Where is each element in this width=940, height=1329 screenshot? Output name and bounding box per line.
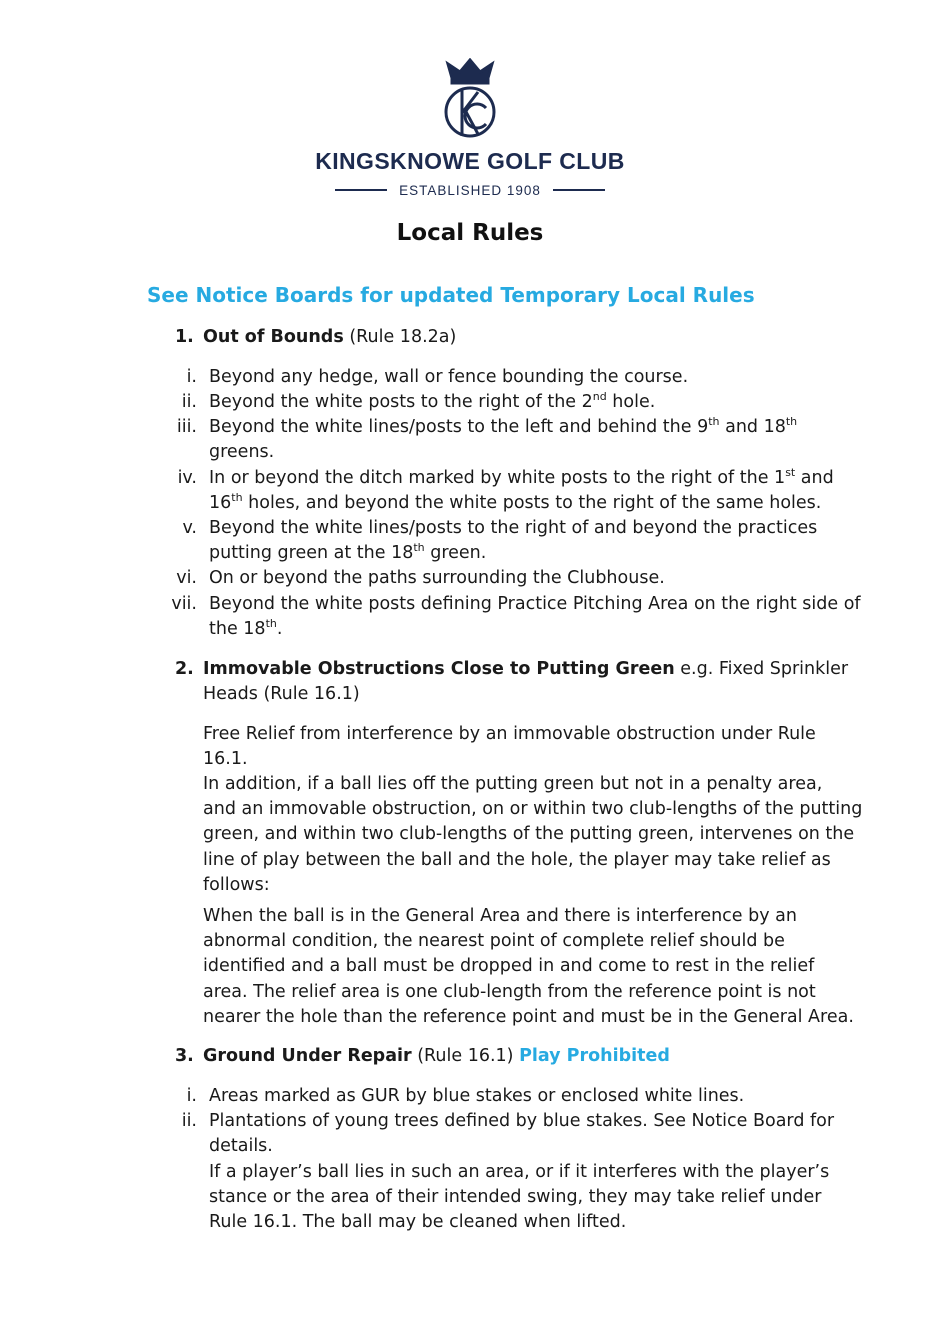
established-text: ESTABLISHED 1908 xyxy=(399,182,541,198)
item-number: vii. xyxy=(171,594,197,614)
section-3-heading: Ground Under Repair xyxy=(203,1046,412,1066)
established-row xyxy=(0,180,940,200)
list-item-continuation: 16th holes, and beyond the white posts to the right of the same holes. xyxy=(209,491,822,513)
section-2-heading-line xyxy=(203,657,848,682)
club-crest-logo xyxy=(438,58,502,142)
section-2-number: 2. xyxy=(175,659,194,679)
list-item-continuation: putting green at the 18th green. xyxy=(209,541,487,563)
list-item-continuation: details. xyxy=(209,1136,273,1156)
list-item: Beyond the white posts to the right of the 2nd hole. xyxy=(209,390,656,412)
section-2-heading: Immovable Obstructions Close to Putting Green xyxy=(203,659,675,679)
list-item-continuation: the 18th. xyxy=(209,617,283,639)
divider-line xyxy=(335,189,387,191)
list-item: Plantations of young trees defined by blue stakes. See Notice Board for xyxy=(209,1111,835,1131)
section-1-heading: Out of Bounds xyxy=(203,327,344,347)
divider-line xyxy=(553,189,605,191)
paragraph-line: and an immovable obstruction, on or within two club-lengths of the putting xyxy=(203,799,863,819)
section-1-ref: (Rule 18.2a) xyxy=(349,327,457,347)
paragraph-line: follows: xyxy=(203,875,270,895)
list-item-continuation: If a player’s ball lies in such an area, or if it interferes with the player’s xyxy=(209,1162,830,1182)
paragraph-line: identified and a ball must be dropped in and come to rest in the relief xyxy=(203,956,815,976)
notice-heading: See Notice Boards for updated Temporary Local Rules xyxy=(147,283,755,307)
list-item-continuation: Rule 16.1. The ball may be cleaned when lifted. xyxy=(209,1212,627,1232)
section-1-number: 1. xyxy=(175,327,194,347)
play-prohibited-label: Play Prohibited xyxy=(519,1046,670,1066)
club-name: KINGSKNOWE GOLF CLUB xyxy=(315,148,625,174)
paragraph-line: In addition, if a ball lies off the putting green but not in a penalty area, xyxy=(203,774,823,794)
paragraph-line: line of play between the ball and the hole, the player may take relief as xyxy=(203,850,831,870)
list-item: In or beyond the ditch marked by white posts to the right of the 1st and xyxy=(209,466,834,488)
paragraph-line: When the ball is in the General Area and there is interference by an xyxy=(203,906,797,926)
paragraph-line: nearer the hole than the reference point and must be in the General Area. xyxy=(203,1007,854,1027)
list-item-continuation: stance or the area of their intended swing, they may take relief under xyxy=(209,1187,822,1207)
paragraph-line: abnormal condition, the nearest point of complete relief should be xyxy=(203,931,785,951)
item-number: v. xyxy=(182,518,197,538)
list-item: Beyond the white lines/posts to the left and behind the 9th and 18th xyxy=(209,415,798,437)
list-item-continuation: greens. xyxy=(209,442,275,462)
item-number: iii. xyxy=(176,417,197,437)
page-title: Local Rules xyxy=(396,220,544,246)
section-3-ref: (Rule 16.1) xyxy=(411,1046,520,1066)
paragraph-line: green, and within two club-lengths of the putting green, intervenes on the xyxy=(203,824,855,844)
item-number: iv. xyxy=(177,468,197,488)
list-item: Areas marked as GUR by blue stakes or enclosed white lines. xyxy=(209,1086,745,1106)
paragraph-line: area. The relief area is one club-length from the reference point is not xyxy=(203,982,816,1002)
item-number: i. xyxy=(186,1086,197,1106)
section-2-ref: e.g. Fixed Sprinkler xyxy=(674,659,849,679)
list-item: Beyond any hedge, wall or fence bounding the course. xyxy=(209,367,689,387)
list-item: Beyond the white posts defining Practice Pitching Area on the right side of xyxy=(209,594,861,614)
list-item: On or beyond the paths surrounding the Clubhouse. xyxy=(209,568,665,588)
list-item: Beyond the white lines/posts to the right of and beyond the practices xyxy=(209,518,818,538)
section-2-ref-continuation: Heads (Rule 16.1) xyxy=(203,684,360,704)
paragraph-line: Free Relief from interference by an immovable obstruction under Rule xyxy=(203,724,816,744)
section-3-number: 3. xyxy=(175,1046,194,1066)
item-number: i. xyxy=(186,367,197,387)
section-1-heading-line xyxy=(203,325,456,350)
item-number: ii. xyxy=(181,1111,197,1131)
section-3-heading-line xyxy=(203,1044,670,1069)
item-number: ii. xyxy=(181,392,197,412)
paragraph-line: 16.1. xyxy=(203,749,248,769)
item-number: vi. xyxy=(176,568,197,588)
